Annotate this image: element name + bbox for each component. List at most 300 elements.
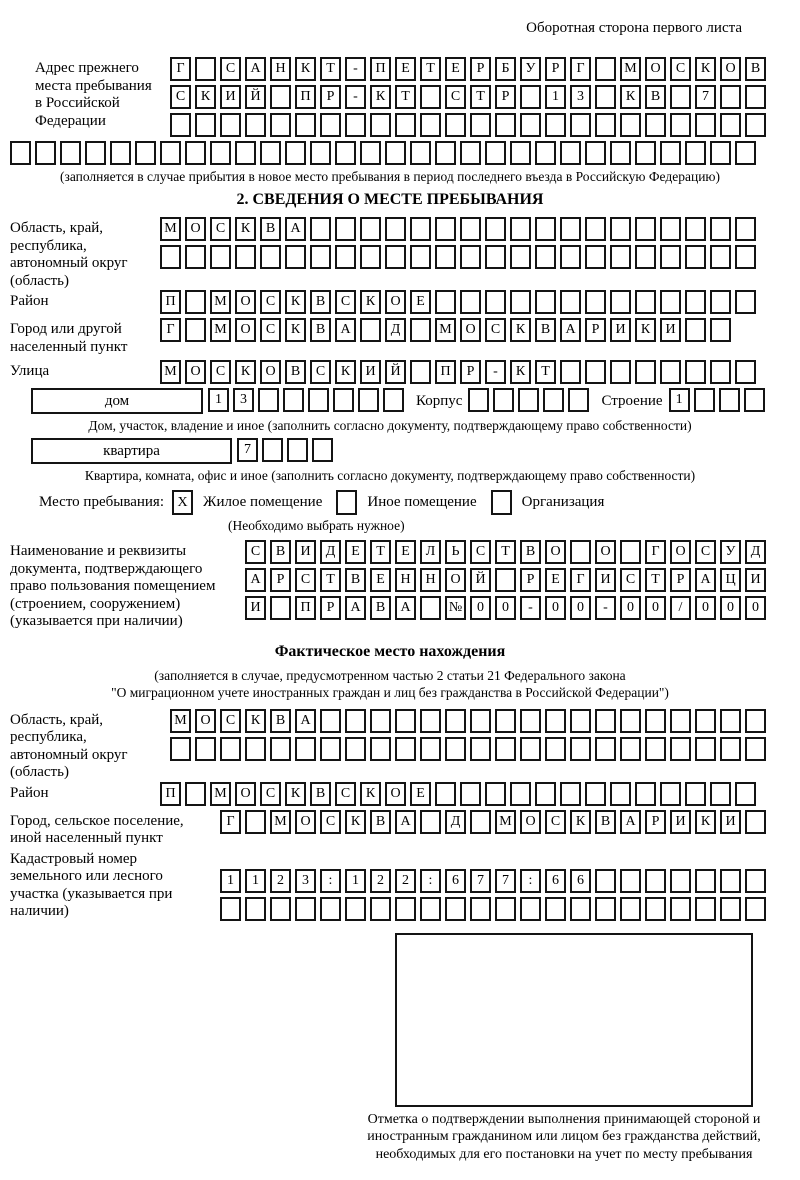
char-box[interactable] <box>685 245 706 269</box>
char-box[interactable]: П <box>370 57 391 81</box>
char-box[interactable] <box>645 897 666 921</box>
char-box[interactable] <box>270 596 291 620</box>
char-box[interactable] <box>385 217 406 241</box>
char-box[interactable]: В <box>645 85 666 109</box>
char-box[interactable]: Д <box>445 810 466 834</box>
char-box[interactable]: Н <box>420 568 441 592</box>
char-box[interactable] <box>535 245 556 269</box>
char-box[interactable] <box>745 113 766 137</box>
char-box[interactable] <box>570 540 591 564</box>
char-box[interactable] <box>220 113 241 137</box>
char-box[interactable]: Р <box>320 596 341 620</box>
char-box[interactable] <box>710 141 731 165</box>
char-box[interactable] <box>310 217 331 241</box>
char-box[interactable] <box>360 245 381 269</box>
char-box[interactable] <box>620 869 641 893</box>
char-box[interactable] <box>610 245 631 269</box>
char-box[interactable] <box>685 290 706 314</box>
char-box[interactable] <box>395 737 416 761</box>
char-box[interactable] <box>735 141 756 165</box>
char-box[interactable]: У <box>720 540 741 564</box>
char-box[interactable] <box>735 290 756 314</box>
char-box[interactable]: И <box>670 810 691 834</box>
char-box[interactable] <box>745 709 766 733</box>
char-box[interactable]: С <box>335 782 356 806</box>
char-box[interactable] <box>258 388 279 412</box>
char-box[interactable]: Р <box>495 85 516 109</box>
char-box[interactable]: Г <box>170 57 191 81</box>
char-box[interactable] <box>635 782 656 806</box>
char-box[interactable] <box>320 709 341 733</box>
char-box[interactable] <box>245 897 266 921</box>
char-box[interactable]: В <box>345 568 366 592</box>
char-box[interactable]: П <box>295 85 316 109</box>
char-box[interactable]: О <box>670 540 691 564</box>
char-box[interactable]: 1 <box>669 388 690 412</box>
char-box[interactable] <box>308 388 329 412</box>
char-box[interactable]: В <box>310 318 331 342</box>
char-box[interactable] <box>470 113 491 137</box>
char-box[interactable]: Е <box>445 57 466 81</box>
char-box[interactable]: М <box>495 810 516 834</box>
char-box[interactable]: О <box>235 318 256 342</box>
char-box[interactable]: С <box>220 709 241 733</box>
char-box[interactable] <box>720 85 741 109</box>
char-box[interactable]: В <box>310 782 331 806</box>
char-box[interactable]: И <box>610 318 631 342</box>
char-box[interactable]: С <box>170 85 191 109</box>
char-box[interactable] <box>410 318 431 342</box>
char-box[interactable] <box>410 245 431 269</box>
char-box[interactable] <box>420 85 441 109</box>
char-box[interactable] <box>485 245 506 269</box>
char-box[interactable]: Е <box>395 57 416 81</box>
char-box[interactable]: О <box>195 709 216 733</box>
char-box[interactable] <box>660 782 681 806</box>
char-box[interactable] <box>335 141 356 165</box>
char-box[interactable] <box>468 388 489 412</box>
char-box[interactable]: Д <box>385 318 406 342</box>
char-box[interactable]: 0 <box>495 596 516 620</box>
char-box[interactable]: В <box>520 540 541 564</box>
char-box[interactable] <box>595 57 616 81</box>
char-box[interactable] <box>685 360 706 384</box>
char-box[interactable]: А <box>695 568 716 592</box>
char-box[interactable]: С <box>220 57 241 81</box>
char-box[interactable]: 7 <box>470 869 491 893</box>
char-box[interactable] <box>460 141 481 165</box>
char-box[interactable] <box>395 113 416 137</box>
char-box[interactable]: К <box>285 782 306 806</box>
char-box[interactable]: П <box>435 360 456 384</box>
char-box[interactable] <box>535 141 556 165</box>
char-box[interactable] <box>570 113 591 137</box>
char-box[interactable] <box>595 897 616 921</box>
char-box[interactable] <box>720 869 741 893</box>
char-box[interactable]: К <box>295 57 316 81</box>
char-box[interactable]: И <box>360 360 381 384</box>
char-box[interactable] <box>635 217 656 241</box>
char-box[interactable] <box>635 360 656 384</box>
char-box[interactable] <box>685 782 706 806</box>
char-box[interactable] <box>510 782 531 806</box>
char-box[interactable] <box>495 737 516 761</box>
char-box[interactable]: М <box>160 360 181 384</box>
char-box[interactable]: И <box>595 568 616 592</box>
char-box[interactable]: - <box>345 57 366 81</box>
char-box[interactable]: С <box>245 540 266 564</box>
char-box[interactable]: 1 <box>220 869 241 893</box>
char-box[interactable]: Л <box>420 540 441 564</box>
char-box[interactable]: В <box>370 810 391 834</box>
char-box[interactable]: С <box>295 568 316 592</box>
char-box[interactable] <box>744 388 765 412</box>
char-box[interactable] <box>510 245 531 269</box>
char-box[interactable] <box>435 245 456 269</box>
char-box[interactable]: У <box>520 57 541 81</box>
char-box[interactable] <box>670 869 691 893</box>
char-box[interactable] <box>285 141 306 165</box>
char-box[interactable] <box>283 388 304 412</box>
char-box[interactable] <box>460 782 481 806</box>
char-box[interactable]: 0 <box>720 596 741 620</box>
char-box[interactable] <box>470 810 491 834</box>
char-box[interactable]: В <box>310 290 331 314</box>
char-box[interactable] <box>60 141 81 165</box>
char-box[interactable] <box>460 245 481 269</box>
char-box[interactable] <box>570 737 591 761</box>
char-box[interactable]: В <box>285 360 306 384</box>
char-box[interactable]: К <box>285 318 306 342</box>
char-box[interactable] <box>535 217 556 241</box>
char-box[interactable] <box>595 113 616 137</box>
char-box[interactable] <box>395 709 416 733</box>
char-box[interactable] <box>435 141 456 165</box>
char-box[interactable] <box>185 245 206 269</box>
char-box[interactable] <box>370 709 391 733</box>
char-box[interactable] <box>270 113 291 137</box>
char-box[interactable] <box>185 318 206 342</box>
char-box[interactable] <box>710 782 731 806</box>
char-box[interactable] <box>520 85 541 109</box>
char-box[interactable] <box>745 85 766 109</box>
char-box[interactable]: Е <box>545 568 566 592</box>
char-box[interactable]: Р <box>320 85 341 109</box>
char-box[interactable] <box>420 897 441 921</box>
char-box[interactable] <box>660 290 681 314</box>
char-box[interactable] <box>485 782 506 806</box>
char-box[interactable]: О <box>260 360 281 384</box>
char-box[interactable] <box>610 141 631 165</box>
char-box[interactable]: В <box>595 810 616 834</box>
char-box[interactable] <box>660 217 681 241</box>
char-box[interactable]: О <box>645 57 666 81</box>
char-box[interactable] <box>410 217 431 241</box>
char-box[interactable]: С <box>470 540 491 564</box>
char-box[interactable] <box>670 85 691 109</box>
char-box[interactable] <box>170 737 191 761</box>
char-box[interactable] <box>470 709 491 733</box>
char-box[interactable] <box>570 897 591 921</box>
char-box[interactable] <box>370 897 391 921</box>
char-box[interactable] <box>287 438 308 462</box>
char-box[interactable]: 1 <box>345 869 366 893</box>
char-box[interactable] <box>660 141 681 165</box>
char-box[interactable] <box>285 245 306 269</box>
char-box[interactable] <box>270 897 291 921</box>
char-box[interactable]: П <box>160 290 181 314</box>
char-box[interactable] <box>410 360 431 384</box>
char-box[interactable]: : <box>420 869 441 893</box>
char-box[interactable]: А <box>345 596 366 620</box>
char-box[interactable] <box>395 897 416 921</box>
char-box[interactable] <box>645 709 666 733</box>
char-box[interactable]: 2 <box>370 869 391 893</box>
char-box[interactable]: : <box>520 869 541 893</box>
char-box[interactable] <box>520 709 541 733</box>
char-box[interactable] <box>195 57 216 81</box>
char-box[interactable]: Е <box>410 290 431 314</box>
char-box[interactable]: Е <box>345 540 366 564</box>
char-box[interactable] <box>245 737 266 761</box>
char-box[interactable]: О <box>385 290 406 314</box>
char-box[interactable]: Е <box>370 568 391 592</box>
char-box[interactable] <box>310 141 331 165</box>
char-box[interactable] <box>495 897 516 921</box>
char-box[interactable]: О <box>445 568 466 592</box>
char-box[interactable]: 0 <box>645 596 666 620</box>
char-box[interactable] <box>320 113 341 137</box>
char-box[interactable] <box>585 141 606 165</box>
char-box[interactable] <box>495 568 516 592</box>
char-box[interactable]: К <box>235 217 256 241</box>
stay-type-checkbox-organization[interactable] <box>491 490 512 515</box>
char-box[interactable] <box>520 737 541 761</box>
char-box[interactable] <box>695 897 716 921</box>
char-box[interactable]: К <box>335 360 356 384</box>
char-box[interactable]: О <box>595 540 616 564</box>
char-box[interactable]: 2 <box>270 869 291 893</box>
char-box[interactable] <box>543 388 564 412</box>
char-box[interactable] <box>660 245 681 269</box>
char-box[interactable] <box>545 737 566 761</box>
char-box[interactable] <box>610 217 631 241</box>
char-box[interactable]: В <box>260 217 281 241</box>
char-box[interactable] <box>560 290 581 314</box>
char-box[interactable]: Т <box>470 85 491 109</box>
char-box[interactable]: М <box>270 810 291 834</box>
char-box[interactable] <box>695 869 716 893</box>
char-box[interactable] <box>345 737 366 761</box>
char-box[interactable]: Р <box>670 568 691 592</box>
char-box[interactable] <box>110 141 131 165</box>
char-box[interactable] <box>695 737 716 761</box>
char-box[interactable]: М <box>210 318 231 342</box>
char-box[interactable]: С <box>670 57 691 81</box>
char-box[interactable]: А <box>560 318 581 342</box>
char-box[interactable] <box>510 217 531 241</box>
char-box[interactable] <box>685 217 706 241</box>
char-box[interactable] <box>360 141 381 165</box>
char-box[interactable] <box>160 245 181 269</box>
char-box[interactable]: М <box>160 217 181 241</box>
char-box[interactable] <box>195 737 216 761</box>
char-box[interactable] <box>295 897 316 921</box>
char-box[interactable]: К <box>235 360 256 384</box>
char-box[interactable] <box>545 897 566 921</box>
char-box[interactable] <box>210 141 231 165</box>
char-box[interactable]: Т <box>320 568 341 592</box>
char-box[interactable]: С <box>445 85 466 109</box>
char-box[interactable] <box>710 360 731 384</box>
char-box[interactable]: В <box>270 709 291 733</box>
char-box[interactable] <box>335 217 356 241</box>
char-box[interactable]: О <box>545 540 566 564</box>
char-box[interactable] <box>470 897 491 921</box>
char-box[interactable] <box>445 709 466 733</box>
char-box[interactable]: О <box>185 360 206 384</box>
char-box[interactable]: 0 <box>745 596 766 620</box>
char-box[interactable] <box>585 290 606 314</box>
char-box[interactable]: К <box>285 290 306 314</box>
char-box[interactable]: Р <box>645 810 666 834</box>
char-box[interactable]: С <box>260 290 281 314</box>
char-box[interactable] <box>360 217 381 241</box>
char-box[interactable]: 0 <box>570 596 591 620</box>
char-box[interactable]: Н <box>270 57 291 81</box>
char-box[interactable] <box>720 113 741 137</box>
char-box[interactable]: Р <box>470 57 491 81</box>
char-box[interactable]: А <box>395 810 416 834</box>
char-box[interactable]: В <box>270 540 291 564</box>
char-box[interactable] <box>560 782 581 806</box>
char-box[interactable]: И <box>660 318 681 342</box>
char-box[interactable]: О <box>235 290 256 314</box>
char-box[interactable]: М <box>435 318 456 342</box>
char-box[interactable]: Й <box>385 360 406 384</box>
char-box[interactable] <box>560 360 581 384</box>
char-box[interactable]: С <box>485 318 506 342</box>
char-box[interactable] <box>510 141 531 165</box>
char-box[interactable]: Г <box>220 810 241 834</box>
char-box[interactable] <box>710 245 731 269</box>
char-box[interactable] <box>493 388 514 412</box>
char-box[interactable]: М <box>620 57 641 81</box>
stay-type-checkbox-residential[interactable]: X <box>172 490 193 515</box>
char-box[interactable] <box>695 709 716 733</box>
char-box[interactable] <box>260 141 281 165</box>
char-box[interactable]: 1 <box>208 388 229 412</box>
char-box[interactable]: 0 <box>620 596 641 620</box>
char-box[interactable]: С <box>545 810 566 834</box>
char-box[interactable] <box>495 709 516 733</box>
char-box[interactable] <box>420 709 441 733</box>
char-box[interactable]: А <box>395 596 416 620</box>
char-box[interactable] <box>610 360 631 384</box>
char-box[interactable]: Р <box>270 568 291 592</box>
char-box[interactable]: Ь <box>445 540 466 564</box>
char-box[interactable] <box>695 113 716 137</box>
char-box[interactable] <box>485 290 506 314</box>
char-box[interactable] <box>595 869 616 893</box>
char-box[interactable] <box>460 290 481 314</box>
char-box[interactable] <box>735 782 756 806</box>
char-box[interactable]: О <box>235 782 256 806</box>
char-box[interactable]: Т <box>395 85 416 109</box>
char-box[interactable]: К <box>370 85 391 109</box>
char-box[interactable] <box>435 782 456 806</box>
char-box[interactable]: К <box>360 290 381 314</box>
char-box[interactable] <box>345 113 366 137</box>
char-box[interactable]: : <box>320 869 341 893</box>
char-box[interactable] <box>360 318 381 342</box>
char-box[interactable] <box>585 217 606 241</box>
char-box[interactable]: К <box>635 318 656 342</box>
char-box[interactable] <box>735 217 756 241</box>
char-box[interactable] <box>370 113 391 137</box>
char-box[interactable] <box>635 245 656 269</box>
char-box[interactable] <box>585 245 606 269</box>
char-box[interactable]: Г <box>570 568 591 592</box>
char-box[interactable]: А <box>245 568 266 592</box>
char-box[interactable] <box>385 245 406 269</box>
char-box[interactable]: 0 <box>545 596 566 620</box>
char-box[interactable] <box>10 141 31 165</box>
char-box[interactable]: О <box>295 810 316 834</box>
char-box[interactable] <box>420 810 441 834</box>
char-box[interactable]: Н <box>395 568 416 592</box>
char-box[interactable]: С <box>260 782 281 806</box>
char-box[interactable] <box>710 290 731 314</box>
char-box[interactable]: С <box>210 360 231 384</box>
char-box[interactable] <box>270 85 291 109</box>
char-box[interactable]: Р <box>460 360 481 384</box>
char-box[interactable] <box>420 596 441 620</box>
char-box[interactable]: Г <box>570 57 591 81</box>
char-box[interactable] <box>620 737 641 761</box>
char-box[interactable] <box>735 360 756 384</box>
char-box[interactable]: С <box>335 290 356 314</box>
char-box[interactable] <box>320 897 341 921</box>
char-box[interactable] <box>470 737 491 761</box>
char-box[interactable] <box>645 737 666 761</box>
char-box[interactable]: 6 <box>545 869 566 893</box>
char-box[interactable]: 3 <box>570 85 591 109</box>
char-box[interactable]: 6 <box>570 869 591 893</box>
char-box[interactable] <box>420 113 441 137</box>
char-box[interactable] <box>370 737 391 761</box>
char-box[interactable] <box>620 540 641 564</box>
char-box[interactable] <box>310 245 331 269</box>
char-box[interactable] <box>510 290 531 314</box>
char-box[interactable] <box>435 217 456 241</box>
char-box[interactable] <box>670 737 691 761</box>
char-box[interactable]: К <box>510 318 531 342</box>
char-box[interactable] <box>595 709 616 733</box>
char-box[interactable]: К <box>245 709 266 733</box>
char-box[interactable] <box>620 897 641 921</box>
char-box[interactable] <box>610 782 631 806</box>
char-box[interactable]: 0 <box>470 596 491 620</box>
char-box[interactable] <box>235 141 256 165</box>
char-box[interactable] <box>585 360 606 384</box>
char-box[interactable] <box>220 737 241 761</box>
char-box[interactable]: М <box>210 782 231 806</box>
char-box[interactable]: К <box>360 782 381 806</box>
char-box[interactable]: 2 <box>395 869 416 893</box>
char-box[interactable] <box>560 245 581 269</box>
char-box[interactable] <box>520 897 541 921</box>
